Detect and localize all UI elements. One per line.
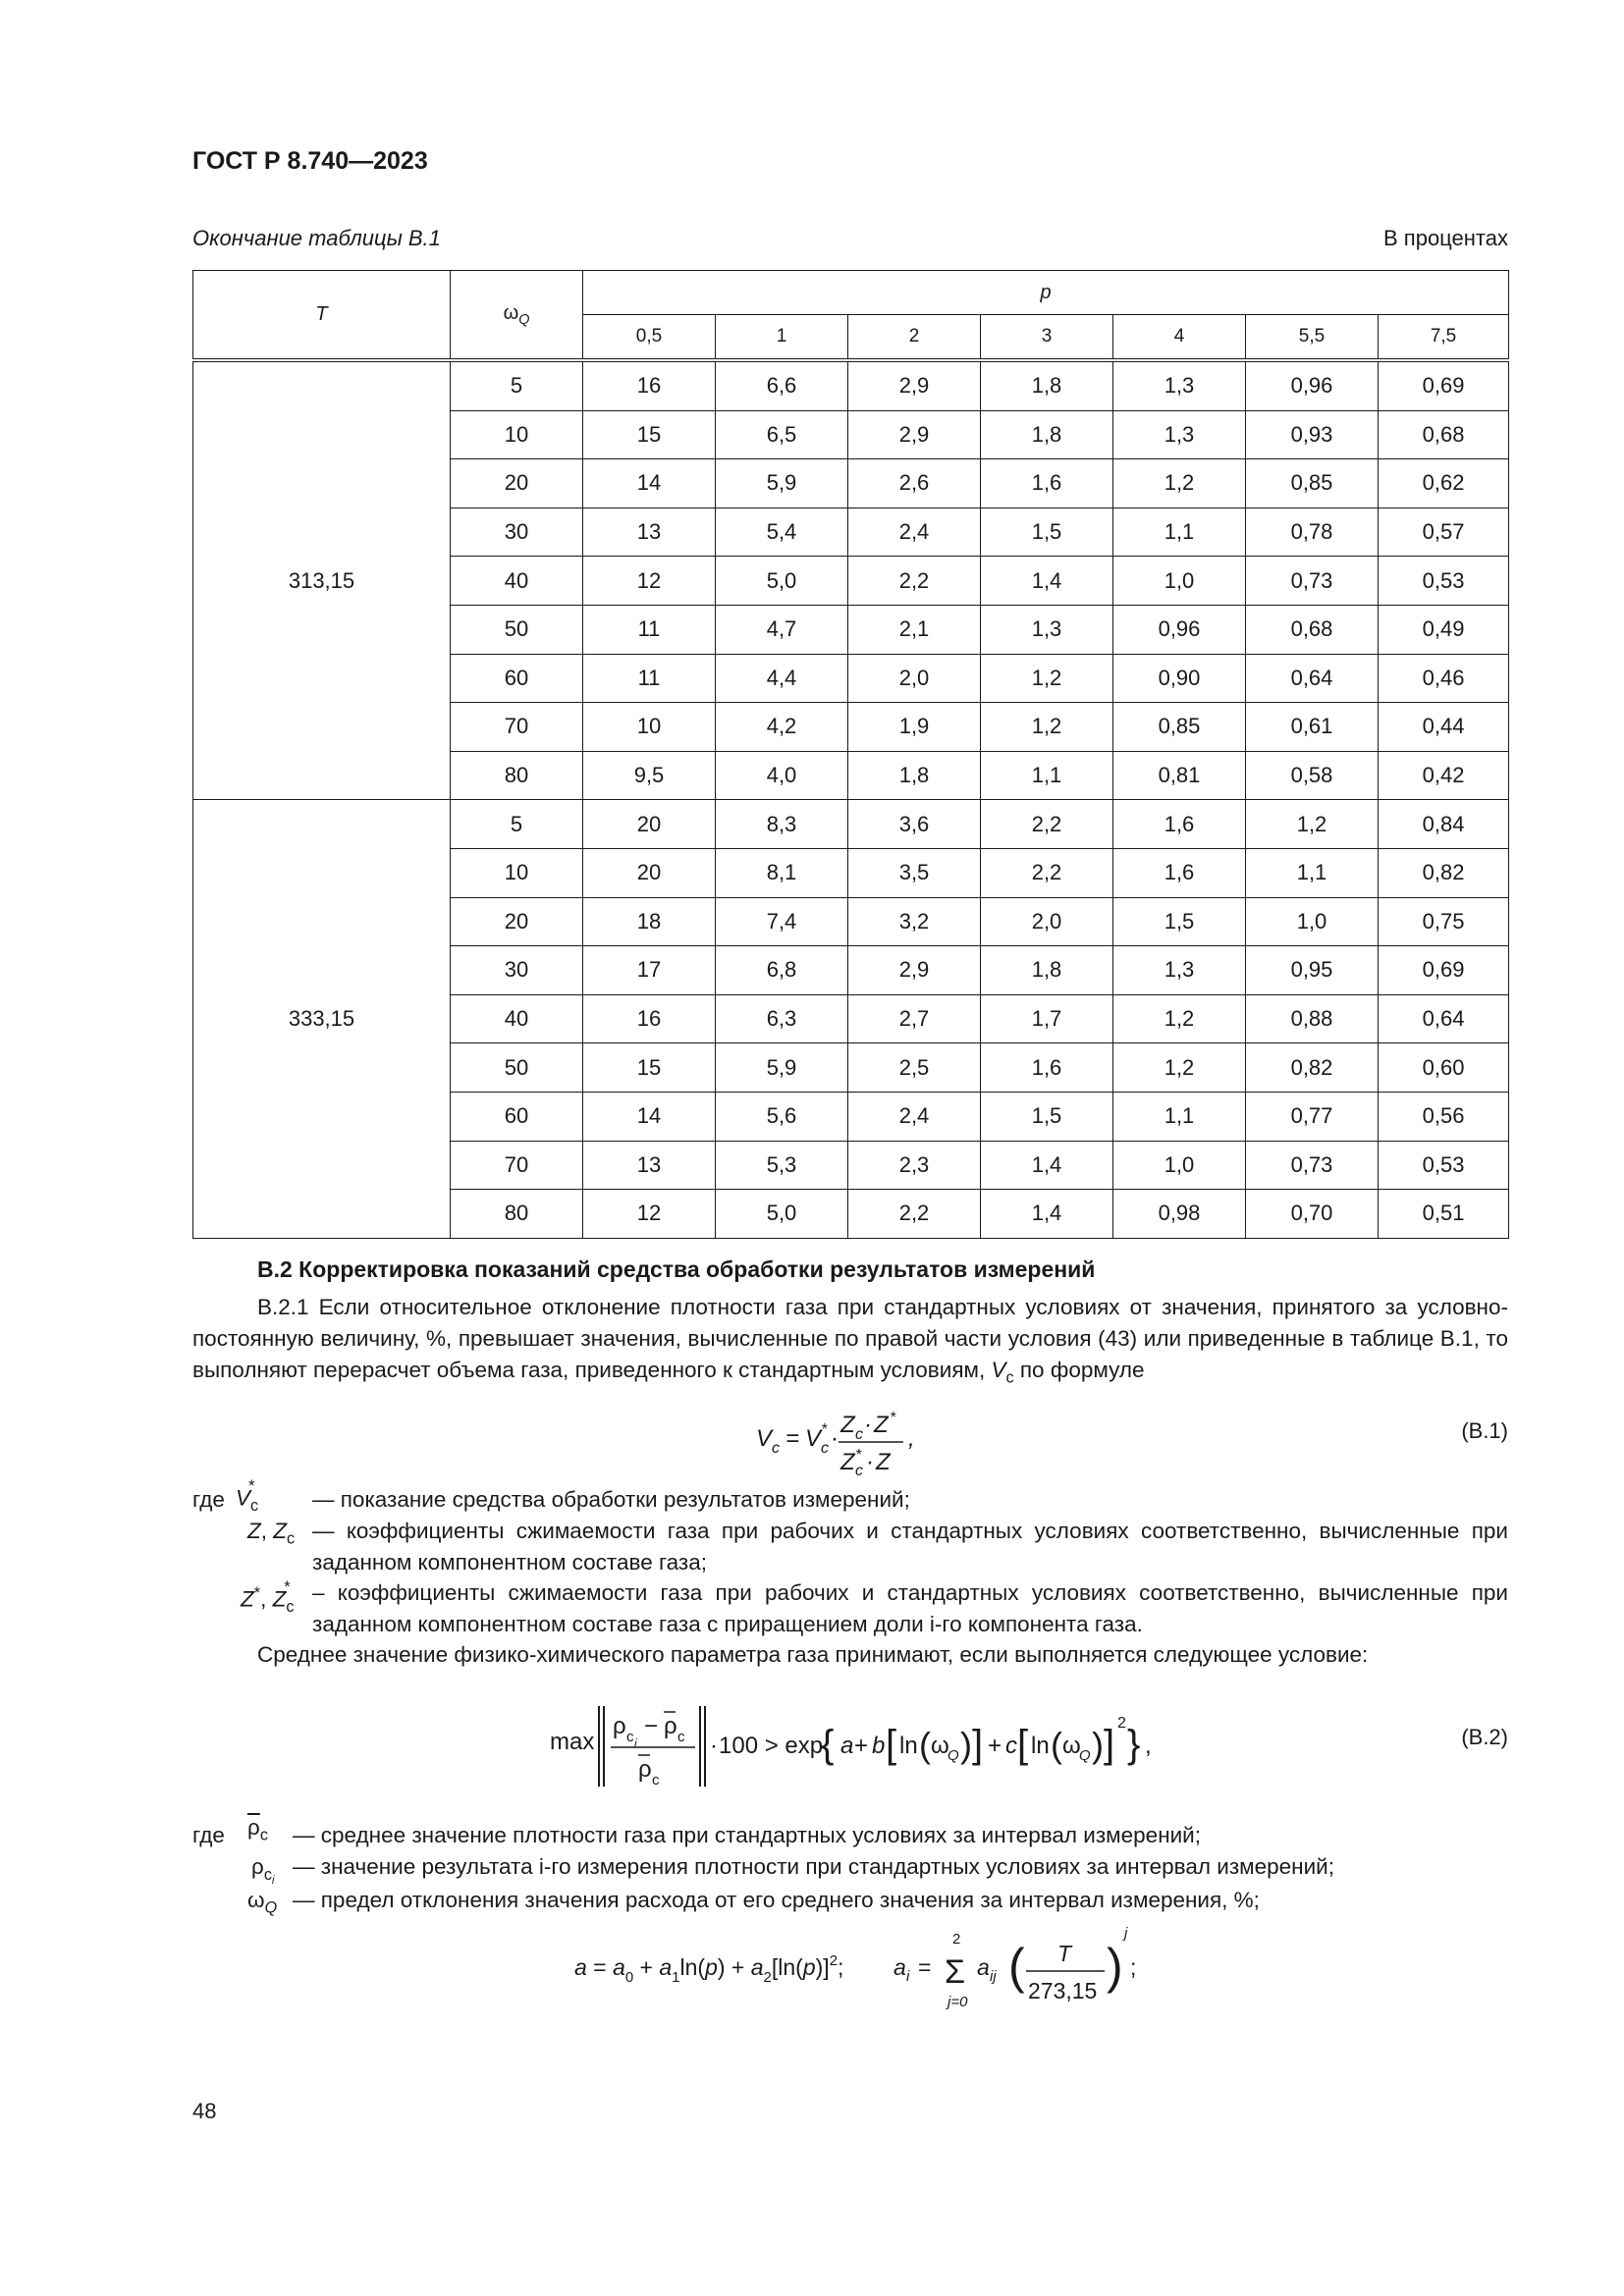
cell-omega: 60	[451, 654, 583, 703]
svg-text:V: V	[756, 1425, 773, 1452]
table-row	[193, 800, 1509, 849]
cell-omega: 30	[451, 507, 583, 557]
svg-text:c: c	[855, 1426, 863, 1443]
cell-value: 0,78	[1246, 507, 1379, 557]
cell-value: 1,8	[981, 946, 1113, 995]
table-continuation-caption: Окончание таблицы В.1	[192, 226, 441, 250]
cell-value: 0,77	[1246, 1092, 1379, 1141]
cell-value: 9,5	[583, 751, 716, 800]
def-text-2: — коэффициенты сжимаемости газа при рабочих и стандартных условиях соответственно, вычисленные при заданном компонентном составе газа;	[312, 1519, 1508, 1575]
svg-text:[: [	[1017, 1723, 1029, 1766]
cell-value: 1,2	[1113, 459, 1246, 508]
svg-text:b: b	[872, 1733, 886, 1759]
cell-value: 0,46	[1379, 654, 1509, 703]
svg-text:Z: Z	[840, 1449, 855, 1475]
cell-value: 2,5	[848, 1043, 981, 1093]
section-title: В.2 Корректировка показаний средства обработки результатов измерений	[257, 1256, 1096, 1282]
cell-value: 0,53	[1379, 1141, 1509, 1190]
cell-omega: 5	[451, 800, 583, 849]
cell-value: 5,3	[716, 1141, 848, 1190]
header-p: p	[583, 271, 1509, 315]
cell-value: 1,1	[1113, 1092, 1246, 1141]
paragraph-1-text: В.2.1 Если относительное отклонение плотности газа при стандартных условиях от значения, принятого за условно-постоянную величину, %, превышает значения, вычисленные по правой части условия (43) или приведенные в таблице В.1, то выполняют перерасчет объема газа, приведенного к стандартным условиям,	[192, 1295, 1508, 1382]
cell-value: 0,82	[1379, 848, 1509, 897]
cell-value: 1,8	[848, 751, 981, 800]
table-body	[193, 360, 1509, 1238]
paragraph-1-tail: по формуле	[1019, 1358, 1145, 1382]
svg-text:ρ: ρ	[664, 1713, 677, 1739]
cell-value: 5,9	[716, 1043, 848, 1093]
cell-value: 0,70	[1246, 1190, 1379, 1239]
cell-value: 1,5	[1113, 897, 1246, 946]
svg-text:ρ: ρ	[613, 1713, 626, 1739]
cell-value: 16	[583, 360, 716, 410]
cell-value: 3,6	[848, 800, 981, 849]
cell-value: 5,4	[716, 507, 848, 557]
svg-text:*: *	[821, 1421, 828, 1438]
svg-text:=: =	[918, 1954, 932, 1980]
svg-text:c: c	[855, 1463, 863, 1477]
def2-symbol-rho-mean: $\overline{\rho}_c$	[247, 1815, 268, 1844]
svg-text:ln: ln	[1031, 1733, 1050, 1759]
svg-text:V: V	[805, 1425, 822, 1452]
data-table	[192, 270, 1509, 1239]
header-omega-sub: Q	[518, 311, 530, 328]
cell-value: 1,2	[1246, 800, 1379, 849]
svg-text:·: ·	[710, 1733, 718, 1759]
cell-value: 0,75	[1379, 897, 1509, 946]
cell-value: 1,6	[981, 1043, 1113, 1093]
cell-value: 0,44	[1379, 703, 1509, 752]
cell-omega: 30	[451, 946, 583, 995]
cell-value: 2,6	[848, 459, 981, 508]
page-number: 48	[192, 2099, 217, 2123]
header-T: T	[193, 271, 451, 361]
def-text-3: – коэффициенты сжимаемости газа при рабочих и стандартных условиях соответственно, вычисленные при заданном компонентном составе газа с приращением доли i-го компонента газа.	[312, 1580, 1508, 1636]
cell-value: 20	[583, 800, 716, 849]
svg-text:·: ·	[866, 1449, 874, 1475]
cell-value: 2,4	[848, 1092, 981, 1141]
cell-value: 12	[583, 1190, 716, 1239]
cell-omega: 60	[451, 1092, 583, 1141]
svg-text:(: (	[1051, 1725, 1062, 1765]
cell-value: 5,6	[716, 1092, 848, 1141]
cell-value: 2,9	[848, 946, 981, 995]
cell-value: 4,7	[716, 605, 848, 654]
cell-value: 1,9	[848, 703, 981, 752]
cell-value: 1,5	[981, 507, 1113, 557]
svg-text:c: c	[652, 1772, 660, 1789]
cell-value: 0,85	[1113, 703, 1246, 752]
document-header: ГОСТ Р 8.740—2023	[192, 147, 428, 175]
svg-text:,: ,	[1145, 1733, 1152, 1759]
cell-value: 0,57	[1379, 507, 1509, 557]
svg-text:Q: Q	[947, 1747, 959, 1764]
cell-value: 1,2	[981, 703, 1113, 752]
cell-omega: 70	[451, 703, 583, 752]
svg-text:ρ: ρ	[638, 1756, 652, 1783]
cell-value: 0,90	[1113, 654, 1246, 703]
cell-value: 1,6	[981, 459, 1113, 508]
svg-text:,: ,	[908, 1425, 915, 1452]
svg-text:max: max	[550, 1729, 595, 1755]
formula-b2-number: (В.2)	[1461, 1725, 1508, 1749]
cell-value: 0,69	[1379, 360, 1509, 410]
cell-value: 1,0	[1246, 897, 1379, 946]
formula-b2-graphic	[550, 1688, 1178, 1796]
svg-text:): )	[1107, 1939, 1123, 1994]
formula-b1-number: (В.1)	[1461, 1418, 1508, 1443]
cell-value: 0,61	[1246, 703, 1379, 752]
svg-text:ij: ij	[990, 1968, 997, 1985]
cell-value: 2,2	[848, 1190, 981, 1239]
cell-value: 3,2	[848, 897, 981, 946]
cell-value: 1,0	[1113, 1141, 1246, 1190]
cell-value: 11	[583, 605, 716, 654]
cell-value: 0,42	[1379, 751, 1509, 800]
cell-value: 1,4	[981, 1190, 1113, 1239]
cell-value: 1,0	[1113, 557, 1246, 606]
svg-text:a: a	[840, 1733, 854, 1759]
cell-value: 0,69	[1379, 946, 1509, 995]
cell-omega: 50	[451, 605, 583, 654]
cell-value: 0,64	[1379, 994, 1509, 1043]
cell-value: 8,3	[716, 800, 848, 849]
svg-text:Σ: Σ	[945, 1953, 966, 1991]
section-paragraph-1: В.2.1 Если относительное отклонение плотности газа при стандартных условиях от значения, принятого за условно-постоянную величину, %, превышает значения, вычисленные по правой части условия (43) или приведенные в таблице В.1, то выполняют перерасчет объема газа, приведенного к стандартным условиям, $V_c$ по формуле	[192, 1295, 1508, 1387]
header-omega	[451, 271, 583, 361]
svg-text:Z: Z	[840, 1412, 855, 1438]
svg-text:·: ·	[831, 1425, 839, 1452]
cell-value: 5,0	[716, 1190, 848, 1239]
svg-text:c: c	[821, 1440, 829, 1457]
cell-value: 2,2	[981, 848, 1113, 897]
cell-value: 1,3	[1113, 946, 1246, 995]
header-p-value: 0,5	[583, 315, 716, 361]
cell-value: 4,4	[716, 654, 848, 703]
cell-temperature: 313,15	[193, 360, 451, 800]
cell-value: 0,96	[1113, 605, 1246, 654]
cell-value: 0,68	[1246, 605, 1379, 654]
svg-text:c: c	[626, 1729, 634, 1745]
cell-value: 1,2	[981, 654, 1113, 703]
cell-value: 0,64	[1246, 654, 1379, 703]
cell-value: 15	[583, 410, 716, 459]
svg-text:*: *	[855, 1447, 862, 1464]
def2-text-1: — среднее значение плотности газа при стандартных условиях за интервал измерений;	[293, 1823, 1202, 1847]
cell-omega: 40	[451, 994, 583, 1043]
svg-text:+: +	[988, 1733, 1002, 1759]
header-p-value: 3	[981, 315, 1113, 361]
cell-value: 0,82	[1246, 1043, 1379, 1093]
svg-text:i: i	[906, 1968, 910, 1985]
cell-value: 1,7	[981, 994, 1113, 1043]
cell-value: 4,0	[716, 751, 848, 800]
cell-value: 0,98	[1113, 1190, 1246, 1239]
formula-a-graphic	[574, 1924, 1144, 2022]
cell-value: 0,81	[1113, 751, 1246, 800]
cell-value: 0,73	[1246, 557, 1379, 606]
cell-value: 12	[583, 557, 716, 606]
def-lead-1: где	[192, 1487, 225, 1512]
cell-value: 13	[583, 507, 716, 557]
cell-value: 4,2	[716, 703, 848, 752]
svg-text:c: c	[677, 1729, 685, 1745]
cell-value: 6,6	[716, 360, 848, 410]
header-p-value: 4	[1113, 315, 1246, 361]
svg-text:(: (	[919, 1725, 931, 1765]
cell-omega: 5	[451, 360, 583, 410]
cell-value: 0,53	[1379, 557, 1509, 606]
header-p-value: 2	[848, 315, 981, 361]
header-p-value: 1	[716, 315, 848, 361]
cell-value: 0,84	[1379, 800, 1509, 849]
svg-text:+: +	[854, 1733, 869, 1759]
cell-omega: 70	[451, 1141, 583, 1190]
cell-value: 3,5	[848, 848, 981, 897]
cell-value: 14	[583, 459, 716, 508]
cell-value: 1,4	[981, 1141, 1113, 1190]
cell-value: 1,8	[981, 360, 1113, 410]
svg-text:ω: ω	[931, 1733, 949, 1759]
cell-value: 1,3	[1113, 360, 1246, 410]
cell-omega: 80	[451, 1190, 583, 1239]
svg-text:]: ]	[1104, 1723, 1115, 1766]
def2-symbol-omega: $\omega_Q$	[247, 1888, 278, 1917]
cell-value: 1,4	[981, 557, 1113, 606]
svg-text:c: c	[1005, 1733, 1017, 1759]
cell-value: 2,9	[848, 410, 981, 459]
cell-value: 5,0	[716, 557, 848, 606]
cell-value: 0,56	[1379, 1092, 1509, 1141]
cell-value: 1,1	[1113, 507, 1246, 557]
section-paragraph-2: Среднее значение физико-химического параметра газа принимают, если выполняется следующее условие:	[257, 1642, 1369, 1667]
cell-value: 2,2	[981, 800, 1113, 849]
formula-b1	[756, 1399, 972, 1483]
cell-value: 2,0	[981, 897, 1113, 946]
svg-text:a: a	[893, 1954, 906, 1980]
cell-value: 0,58	[1246, 751, 1379, 800]
table-row	[193, 360, 1509, 410]
cell-value: 15	[583, 1043, 716, 1093]
cell-value: 0,60	[1379, 1043, 1509, 1093]
cell-value: 11	[583, 654, 716, 703]
cell-value: 0,49	[1379, 605, 1509, 654]
cell-omega: 40	[451, 557, 583, 606]
svg-text:i: i	[634, 1736, 637, 1750]
cell-value: 6,8	[716, 946, 848, 995]
cell-value: 1,2	[1113, 1043, 1246, 1093]
cell-omega: 10	[451, 410, 583, 459]
cell-omega: 10	[451, 848, 583, 897]
svg-text:·: ·	[864, 1412, 872, 1438]
cell-value: 2,2	[848, 557, 981, 606]
cell-value: 0,62	[1379, 459, 1509, 508]
cell-temperature: 333,15	[193, 800, 451, 1238]
cell-value: 1,5	[981, 1092, 1113, 1141]
cell-value: 1,8	[981, 410, 1113, 459]
cell-value: 6,5	[716, 410, 848, 459]
cell-value: 10	[583, 703, 716, 752]
svg-text:j=0: j=0	[947, 1994, 968, 2010]
def2-symbol-rho-i: $\rho_{c_i}$	[251, 1854, 275, 1887]
def-symbol-z: Z, $Z_c$	[247, 1519, 296, 1548]
svg-text:a: a	[977, 1954, 990, 1980]
cell-value: 18	[583, 897, 716, 946]
svg-text:j: j	[1124, 1925, 1128, 1942]
svg-text:T: T	[1057, 1941, 1072, 1966]
svg-text:Z: Z	[876, 1449, 891, 1475]
svg-text:): )	[1092, 1725, 1104, 1765]
cell-value: 2,0	[848, 654, 981, 703]
svg-text:273,15: 273,15	[1028, 1978, 1098, 2003]
cell-omega: 20	[451, 459, 583, 508]
def2-text-3: — предел отклонения значения расхода от его среднего значения за интервал измерения, %;	[293, 1888, 1260, 1912]
svg-text:*: *	[890, 1410, 896, 1426]
cell-value: 1,6	[1113, 848, 1246, 897]
cell-value: 5,9	[716, 459, 848, 508]
svg-text:a = a0 + a1ln(p) + a2[ln(p)]2;: $a = a_0 + a_1\ln(p) + a_2[\ln(p)]^2$;	[574, 1952, 844, 1986]
cell-value: 1,1	[1246, 848, 1379, 897]
svg-text:;: ;	[1130, 1954, 1137, 1980]
table-units-caption: В процентах	[1383, 226, 1508, 250]
formula-b1-graphic	[756, 1399, 972, 1477]
cell-value: 20	[583, 848, 716, 897]
cell-value: 0,88	[1246, 994, 1379, 1043]
cell-value: 2,4	[848, 507, 981, 557]
cell-value: 0,96	[1246, 360, 1379, 410]
def2-lead-1: где	[192, 1823, 225, 1847]
cell-value: 2,1	[848, 605, 981, 654]
cell-value: 0,68	[1379, 410, 1509, 459]
header-p-value: 7,5	[1379, 315, 1509, 361]
cell-value: 0,95	[1246, 946, 1379, 995]
svg-text:c: c	[772, 1440, 780, 1457]
cell-omega: 50	[451, 1043, 583, 1093]
formula-a	[574, 1924, 1144, 2028]
svg-text:−: −	[644, 1713, 659, 1739]
cell-value: 8,1	[716, 848, 848, 897]
cell-value: 1,1	[981, 751, 1113, 800]
cell-value: 0,73	[1246, 1141, 1379, 1190]
svg-text:2: 2	[1117, 1715, 1126, 1732]
cell-omega: 20	[451, 897, 583, 946]
svg-text:=: =	[785, 1425, 800, 1452]
cell-value: 2,3	[848, 1141, 981, 1190]
def-symbol-vc-star: $V_c^*$	[236, 1477, 259, 1515]
cell-value: 17	[583, 946, 716, 995]
svg-text:ω: ω	[1062, 1733, 1081, 1759]
cell-value: 1,3	[981, 605, 1113, 654]
cell-value: 13	[583, 1141, 716, 1190]
cell-value: 1,3	[1113, 410, 1246, 459]
cell-value: 1,6	[1113, 800, 1246, 849]
svg-text:}: }	[1127, 1723, 1141, 1766]
cell-value: 0,85	[1246, 459, 1379, 508]
svg-text:[: [	[886, 1723, 897, 1766]
cell-omega: 80	[451, 751, 583, 800]
cell-value: 14	[583, 1092, 716, 1141]
def-text-1: — показание средства обработки результатов измерений;	[312, 1487, 910, 1512]
cell-value: 2,9	[848, 360, 981, 410]
svg-text:): )	[960, 1725, 972, 1765]
cell-value: 0,51	[1379, 1190, 1509, 1239]
svg-text:ln: ln	[899, 1733, 918, 1759]
def2-text-2: — значение результата i-го измерения плотности при стандартных условиях за интервал измерений;	[293, 1854, 1334, 1879]
svg-text:{: {	[821, 1723, 835, 1766]
cell-value: 1,2	[1113, 994, 1246, 1043]
cell-value: 2,7	[848, 994, 981, 1043]
svg-text:(: (	[1008, 1939, 1025, 1994]
header-omega-symbol: ω	[503, 301, 519, 324]
def-symbol-z-star: Z*, $Z_c^*$	[241, 1578, 295, 1616]
formula-b2	[550, 1688, 1178, 1802]
svg-text:Q: Q	[1079, 1747, 1091, 1764]
svg-text:Z: Z	[874, 1412, 889, 1438]
cell-value: 7,4	[716, 897, 848, 946]
svg-text:]: ]	[972, 1723, 984, 1766]
cell-value: 16	[583, 994, 716, 1043]
header-p-value: 5,5	[1246, 315, 1379, 361]
svg-text:100 > exp: 100 > exp	[719, 1733, 824, 1759]
cell-value: 0,93	[1246, 410, 1379, 459]
svg-text:2: 2	[952, 1931, 961, 1948]
cell-value: 6,3	[716, 994, 848, 1043]
